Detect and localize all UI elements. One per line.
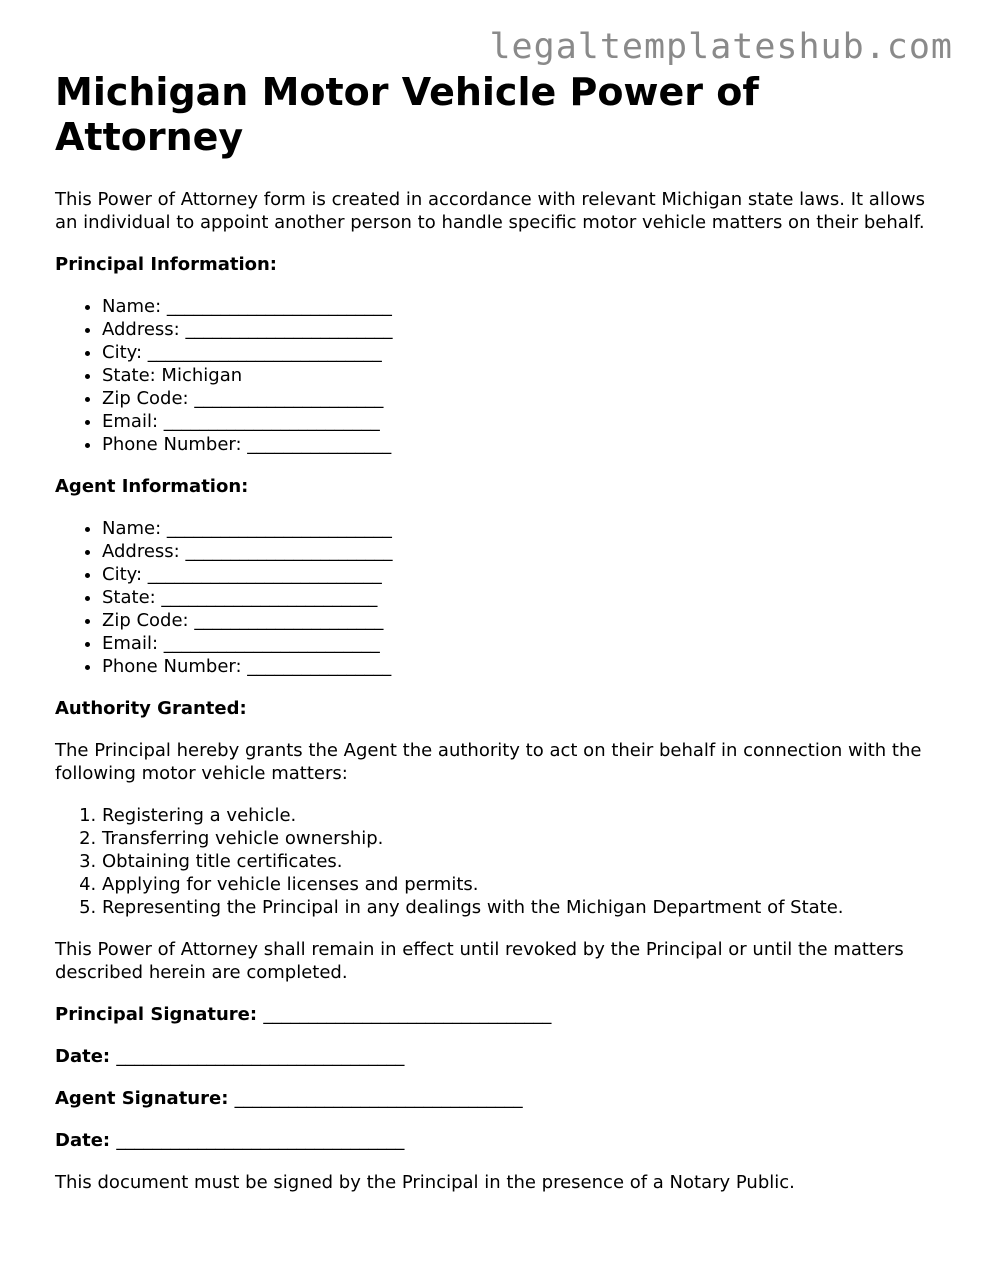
authority-paragraph: The Principal hereby grants the Agent the authority to act on their behalf in connection with the following motor vehicle matters:	[55, 740, 922, 784]
document-title: Michigan Motor Vehicle Power of Attorney	[55, 70, 759, 159]
principal-state-field: • State: Michigan	[102, 364, 935, 387]
agent-date-row	[55, 1129, 935, 1152]
agent-state-field: • State: ________________________	[102, 586, 935, 609]
principal-email-field: • Email: ________________________	[102, 410, 935, 433]
agent-date-line: ________________________________	[116, 1130, 405, 1151]
agent-date-label: Date:	[55, 1130, 117, 1151]
authority-item: 5. Representing the Principal in any dealings with the Michigan Department of State.	[102, 896, 935, 919]
principal-address-field: • Address: _______________________	[102, 318, 935, 341]
authority-item: 3. Obtaining title certificates.	[102, 850, 935, 873]
principal-signature-row	[55, 1003, 935, 1026]
principal-name-field: • Name: _________________________	[102, 295, 935, 318]
authority-item: 1. Registering a vehicle.	[102, 804, 935, 827]
authority-heading: Authority Granted:	[55, 698, 247, 719]
principal-city-field: • City: __________________________	[102, 341, 935, 364]
authority-item: 2. Transferring vehicle ownership.	[102, 827, 935, 850]
principal-heading: Principal Information:	[55, 254, 278, 275]
effect-paragraph: This Power of Attorney shall remain in effect until revoked by the Principal or until the matters described herein are completed.	[55, 939, 904, 983]
agent-fields-list	[55, 517, 935, 678]
agent-name-field: • Name: _________________________	[102, 517, 935, 540]
notary-paragraph: This document must be signed by the Principal in the presence of a Notary Public.	[55, 1172, 795, 1193]
agent-address-field: • Address: _______________________	[102, 540, 935, 563]
principal-zip-field: • Zip Code: _____________________	[102, 387, 935, 410]
agent-signature-line: ________________________________	[234, 1088, 523, 1109]
principal-fields-list	[55, 295, 935, 456]
authority-items-list	[55, 804, 935, 919]
document-page	[55, 70, 935, 1213]
principal-date-row	[55, 1045, 935, 1068]
agent-zip-field: • Zip Code: _____________________	[102, 609, 935, 632]
principal-date-label: Date:	[55, 1046, 117, 1067]
principal-signature-line: ________________________________	[263, 1004, 552, 1025]
agent-city-field: • City: __________________________	[102, 563, 935, 586]
agent-phone-field: • Phone Number: ________________	[102, 655, 935, 678]
agent-signature-label: Agent Signature:	[55, 1088, 235, 1109]
principal-phone-field: • Phone Number: ________________	[102, 433, 935, 456]
agent-signature-row	[55, 1087, 935, 1110]
agent-email-field: • Email: ________________________	[102, 632, 935, 655]
intro-paragraph: This Power of Attorney form is created in accordance with relevant Michigan state laws. It allows an individual to appoint another person to handle specific motor vehicle matters on their behalf.	[55, 189, 925, 233]
principal-date-line: ________________________________	[116, 1046, 405, 1067]
authority-item: 4. Applying for vehicle licenses and permits.	[102, 873, 935, 896]
principal-signature-label: Principal Signature:	[55, 1004, 264, 1025]
agent-heading: Agent Information:	[55, 476, 249, 497]
site-watermark: legaltemplateshub.com	[489, 27, 953, 67]
